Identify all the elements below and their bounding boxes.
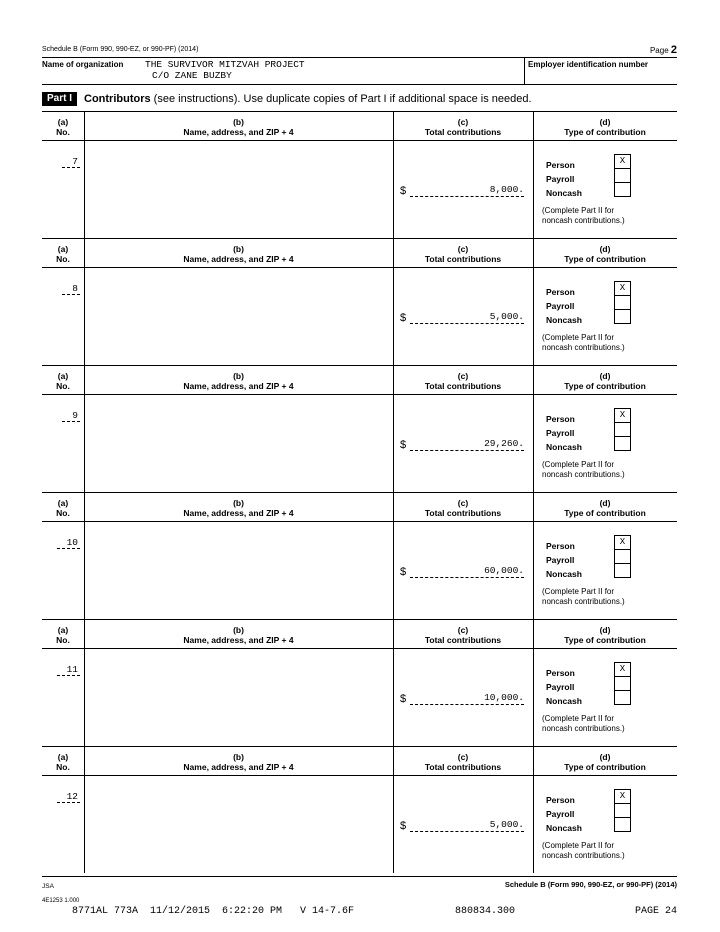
- noncash-note-line1: (Complete Part II for: [542, 714, 615, 723]
- noncash-note-line1: (Complete Part II for: [542, 206, 615, 215]
- contributor-number: [46, 664, 80, 676]
- noncash-note-line2: noncash contributions.): [542, 470, 625, 479]
- page-label: Page: [649, 46, 669, 55]
- column-letter-a: (a): [57, 752, 69, 762]
- part-badge: Part I: [42, 92, 77, 106]
- header-divider: [42, 267, 677, 268]
- type-person-label: Person: [546, 795, 575, 805]
- column-letter-a: (a): [57, 625, 69, 635]
- table-top-rule: [42, 111, 677, 112]
- type-person-label: Person: [546, 160, 575, 170]
- payroll-checkbox[interactable]: [614, 803, 631, 818]
- column-label-c: Total contributions: [424, 127, 502, 137]
- column-header-a: [42, 625, 84, 645]
- noncash-note-line2: noncash contributions.): [542, 851, 625, 860]
- column-divider: [533, 746, 534, 873]
- footer-code: 4E1253 1.000: [42, 898, 80, 904]
- row-divider: [42, 492, 677, 493]
- type-person-label: Person: [546, 287, 575, 297]
- noncash-note-line2: noncash contributions.): [542, 724, 625, 733]
- column-header-b: [84, 625, 393, 645]
- org-name: [145, 59, 305, 81]
- noncash-checkbox[interactable]: [614, 690, 631, 705]
- column-label-d: Type of contribution: [564, 381, 646, 391]
- form-title: Schedule B (Form 990, 990-EZ, or 990-PF) (2014): [42, 46, 199, 53]
- total-contribution: 5,000.: [410, 819, 524, 832]
- type-noncash-label: Noncash: [546, 315, 582, 325]
- person-checkbox[interactable]: X: [614, 789, 631, 804]
- noncash-checkbox[interactable]: [614, 436, 631, 451]
- column-divider: [393, 238, 394, 365]
- type-noncash-label: Noncash: [546, 823, 582, 833]
- column-header-c: [393, 117, 533, 137]
- column-header-a: [42, 117, 84, 137]
- column-letter-d: (d): [599, 244, 611, 254]
- column-header-a: [42, 371, 84, 391]
- column-label-d: Type of contribution: [564, 508, 646, 518]
- column-label-b: Name, address, and ZIP + 4: [183, 762, 294, 772]
- contributor-number-value: 7: [62, 156, 80, 168]
- column-divider: [393, 619, 394, 746]
- column-header-a: [42, 244, 84, 264]
- payroll-checkbox[interactable]: [614, 422, 631, 437]
- column-divider: [84, 111, 85, 238]
- column-divider: [393, 746, 394, 873]
- column-label-a: No.: [56, 254, 70, 264]
- column-letter-b: (b): [233, 498, 244, 508]
- type-person-label: Person: [546, 668, 575, 678]
- column-letter-c: (c): [457, 371, 469, 381]
- column-header-b: [84, 498, 393, 518]
- page-indicator: [650, 44, 677, 56]
- column-label-b: Name, address, and ZIP + 4: [183, 254, 294, 264]
- column-letter-a: (a): [57, 117, 69, 127]
- column-label-c: Total contributions: [424, 635, 502, 645]
- column-label-c: Total contributions: [424, 381, 502, 391]
- name-rule: [42, 84, 677, 85]
- column-header-c: [393, 244, 533, 264]
- column-label-b: Name, address, and ZIP + 4: [183, 381, 294, 391]
- footer-jsa: JSA: [42, 883, 54, 890]
- part-title-rest: (see instructions). Use duplicate copies of Part I if additional space is needed.: [153, 93, 532, 105]
- column-divider: [393, 111, 394, 238]
- column-letter-a: (a): [57, 244, 69, 254]
- ein-label: Employer identification number: [528, 60, 649, 69]
- column-label-a: No.: [56, 127, 70, 137]
- row-divider: [42, 746, 677, 747]
- org-name-line1: THE SURVIVOR MITZVAH PROJECT: [145, 59, 305, 70]
- currency-symbol: $: [400, 312, 407, 324]
- currency-symbol: $: [400, 439, 407, 451]
- header-divider: [42, 521, 677, 522]
- column-header-d: [533, 752, 677, 772]
- currency-symbol: $: [400, 693, 407, 705]
- type-payroll-label: Payroll: [546, 174, 575, 184]
- noncash-note-line2: noncash contributions.): [542, 597, 625, 606]
- column-header-a: [42, 752, 84, 772]
- contributor-number: [46, 791, 80, 803]
- column-label-a: No.: [56, 635, 70, 645]
- payroll-checkbox[interactable]: [614, 549, 631, 564]
- column-letter-a: (a): [57, 371, 69, 381]
- footer-schedule: Schedule B (Form 990, 990-EZ, or 990-PF) (2014): [504, 880, 677, 889]
- column-header-c: [393, 498, 533, 518]
- total-contribution: 10,000.: [410, 692, 524, 705]
- column-header-c: [393, 371, 533, 391]
- column-label-c: Total contributions: [424, 254, 502, 264]
- column-header-c: [393, 752, 533, 772]
- column-letter-c: (c): [457, 625, 469, 635]
- column-header-d: [533, 117, 677, 137]
- column-label-a: No.: [56, 508, 70, 518]
- org-name-label: Name of organization: [42, 60, 124, 69]
- noncash-checkbox[interactable]: [614, 182, 631, 197]
- total-contribution: 60,000.: [410, 565, 524, 578]
- column-divider: [84, 365, 85, 492]
- contributor-number-value: 9: [62, 410, 80, 422]
- column-divider: [533, 238, 534, 365]
- column-label-d: Type of contribution: [564, 127, 646, 137]
- noncash-note-line1: (Complete Part II for: [542, 587, 615, 596]
- column-header-a: [42, 498, 84, 518]
- type-payroll-label: Payroll: [546, 682, 575, 692]
- column-header-b: [84, 244, 393, 264]
- column-divider: [393, 492, 394, 619]
- header-divider: [42, 140, 677, 141]
- page-number: 2: [670, 44, 677, 56]
- column-header-c: [393, 625, 533, 645]
- noncash-note-line1: (Complete Part II for: [542, 841, 615, 850]
- total-contribution: 29,260.: [410, 438, 524, 451]
- currency-symbol: $: [400, 820, 407, 832]
- column-header-b: [84, 371, 393, 391]
- row-divider: [42, 365, 677, 366]
- type-noncash-label: Noncash: [546, 188, 582, 198]
- total-contribution: 5,000.: [410, 311, 524, 324]
- currency-symbol: $: [400, 185, 407, 197]
- column-label-b: Name, address, and ZIP + 4: [183, 635, 294, 645]
- column-header-d: [533, 244, 677, 264]
- column-letter-c: (c): [457, 244, 469, 254]
- header-rule: [42, 57, 677, 58]
- type-payroll-label: Payroll: [546, 301, 575, 311]
- column-divider: [393, 365, 394, 492]
- column-letter-b: (b): [233, 244, 244, 254]
- type-noncash-label: Noncash: [546, 442, 582, 452]
- org-name-line2: C/O ZANE BUZBY: [152, 70, 232, 81]
- type-noncash-label: Noncash: [546, 696, 582, 706]
- noncash-note-line2: noncash contributions.): [542, 343, 625, 352]
- column-letter-c: (c): [457, 117, 469, 127]
- contributor-number-value: 11: [57, 664, 80, 676]
- type-noncash-label: Noncash: [546, 569, 582, 579]
- noncash-note-line2: noncash contributions.): [542, 216, 625, 225]
- column-letter-a: (a): [57, 498, 69, 508]
- footer-number: 880834.300: [455, 906, 516, 917]
- payroll-checkbox[interactable]: [614, 295, 631, 310]
- noncash-checkbox[interactable]: [614, 817, 631, 832]
- column-letter-d: (d): [599, 371, 611, 381]
- footer-line: 8771AL 773A 11/12/2015 6:22:20 PM V 14-7.6F: [72, 906, 355, 917]
- contributor-number-value: 8: [62, 283, 80, 295]
- column-label-a: No.: [56, 762, 70, 772]
- column-divider: [84, 746, 85, 873]
- column-divider: [533, 619, 534, 746]
- column-letter-b: (b): [233, 117, 244, 127]
- type-person-label: Person: [546, 541, 575, 551]
- column-header-b: [84, 117, 393, 137]
- person-checkbox[interactable]: X: [614, 281, 631, 296]
- type-person-label: Person: [546, 414, 575, 424]
- person-checkbox[interactable]: X: [614, 662, 631, 677]
- column-divider: [84, 492, 85, 619]
- type-payroll-label: Payroll: [546, 809, 575, 819]
- column-letter-b: (b): [233, 752, 244, 762]
- row-divider: [42, 238, 677, 239]
- header-divider: [42, 648, 677, 649]
- column-letter-d: (d): [599, 625, 611, 635]
- column-divider: [84, 619, 85, 746]
- contributor-number-value: 10: [57, 537, 80, 549]
- table-bottom-rule: [42, 876, 677, 877]
- currency-symbol: $: [400, 566, 407, 578]
- contributor-number: [46, 537, 80, 549]
- column-label-d: Type of contribution: [564, 762, 646, 772]
- contributor-number: [46, 410, 80, 422]
- type-payroll-label: Payroll: [546, 428, 575, 438]
- column-divider: [84, 238, 85, 365]
- person-checkbox[interactable]: X: [614, 154, 631, 169]
- column-label-b: Name, address, and ZIP + 4: [183, 508, 294, 518]
- noncash-note-line1: (Complete Part II for: [542, 460, 615, 469]
- contributor-number: [46, 283, 80, 295]
- noncash-checkbox[interactable]: [614, 309, 631, 324]
- contributor-number-value: 12: [57, 791, 80, 803]
- column-header-d: [533, 371, 677, 391]
- column-divider: [533, 365, 534, 492]
- column-header-d: [533, 498, 677, 518]
- noncash-checkbox[interactable]: [614, 563, 631, 578]
- person-checkbox[interactable]: X: [614, 535, 631, 550]
- column-letter-d: (d): [599, 117, 611, 127]
- ein-divider: [524, 58, 525, 84]
- column-letter-b: (b): [233, 371, 244, 381]
- column-letter-c: (c): [457, 498, 469, 508]
- row-divider: [42, 619, 677, 620]
- column-letter-d: (d): [599, 752, 611, 762]
- column-letter-d: (d): [599, 498, 611, 508]
- column-header-b: [84, 752, 393, 772]
- noncash-note-line1: (Complete Part II for: [542, 333, 615, 342]
- part-title-bold: Contributors: [84, 93, 151, 105]
- column-label-b: Name, address, and ZIP + 4: [183, 127, 294, 137]
- column-label-c: Total contributions: [424, 508, 502, 518]
- total-contribution: 8,000.: [410, 184, 524, 197]
- column-divider: [533, 492, 534, 619]
- column-label-d: Type of contribution: [564, 254, 646, 264]
- header-divider: [42, 775, 677, 776]
- column-label-c: Total contributions: [424, 762, 502, 772]
- type-payroll-label: Payroll: [546, 555, 575, 565]
- footer-page: PAGE 24: [634, 906, 677, 917]
- contributor-number: [46, 156, 80, 168]
- column-label-a: No.: [56, 381, 70, 391]
- column-label-d: Type of contribution: [564, 635, 646, 645]
- column-letter-c: (c): [457, 752, 469, 762]
- header-divider: [42, 394, 677, 395]
- payroll-checkbox[interactable]: [614, 168, 631, 183]
- payroll-checkbox[interactable]: [614, 676, 631, 691]
- person-checkbox[interactable]: X: [614, 408, 631, 423]
- column-divider: [533, 111, 534, 238]
- part-title: [84, 92, 532, 106]
- column-header-d: [533, 625, 677, 645]
- column-letter-b: (b): [233, 625, 244, 635]
